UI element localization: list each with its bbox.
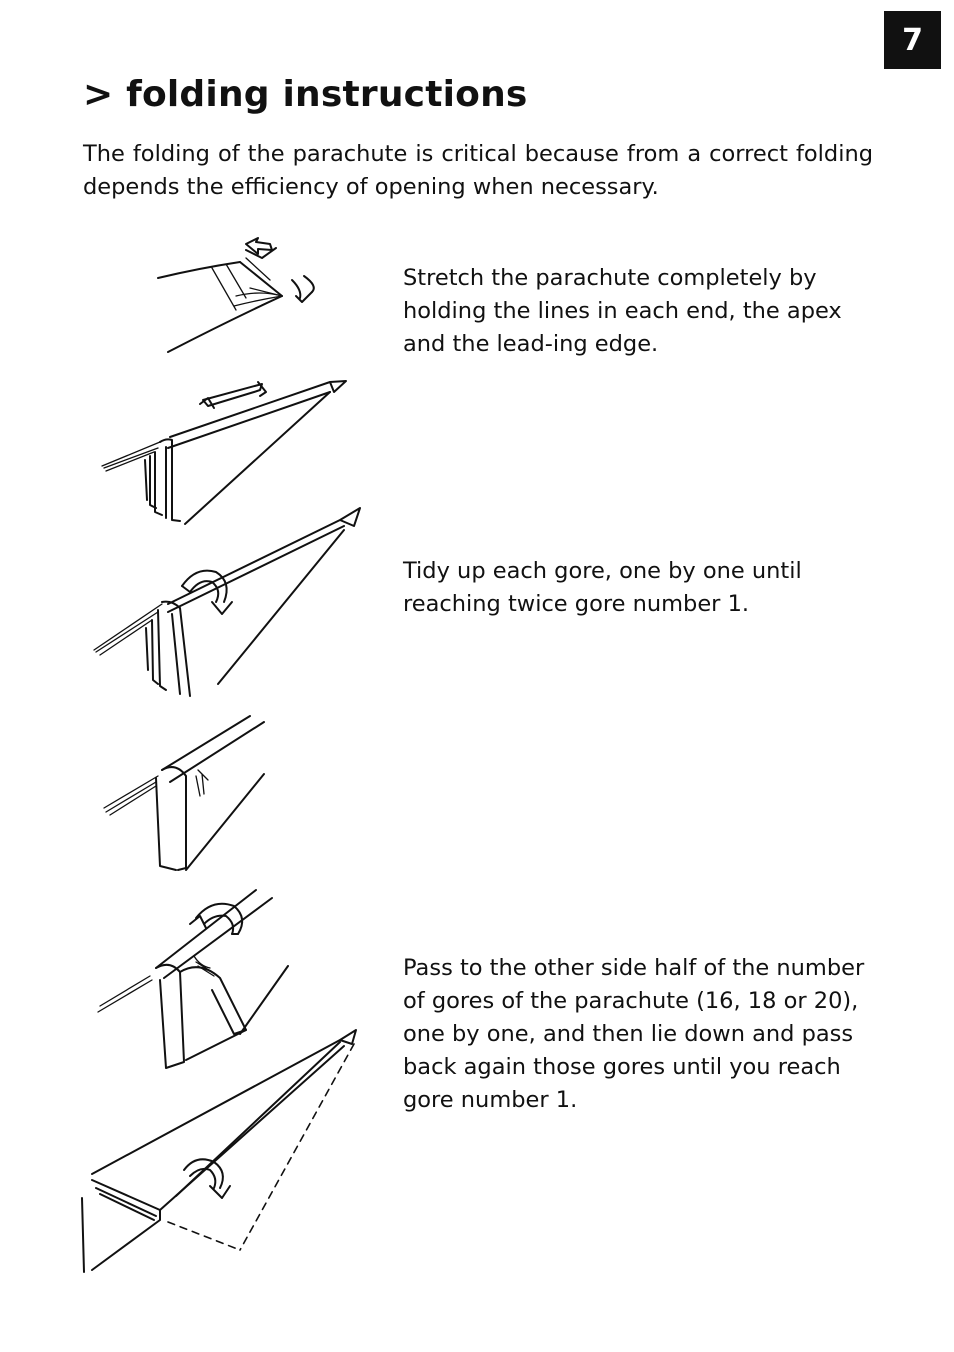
step-3-text: Pass to the other side half of the number of gores of the parachute (16, 18 or 20), one by one, and then lie down and pass back again those gores until you reach gore number 1.	[403, 955, 865, 1113]
illustration-pass-gores	[98, 890, 288, 1068]
page-title: > folding instructions	[83, 74, 528, 115]
illustration-canopy-flat	[102, 381, 346, 524]
page-number-badge: 7	[884, 11, 941, 69]
intro-paragraph: The folding of the parachute is critical because from a correct folding depends the efficiency of opening when necessary.	[83, 141, 873, 200]
illustration-gore-tidy	[94, 508, 360, 696]
illustration-lay-down	[82, 1030, 356, 1272]
step-2-text: Tidy up each gore, one by one until reaching twice gore number 1.	[403, 558, 802, 617]
step-1-text: Stretch the parachute completely by holding the lines in each end, the apex and the lead-ing edge.	[403, 265, 842, 357]
illustration-folded-stack	[104, 716, 264, 870]
illustration-stretch-canopy	[158, 238, 314, 352]
